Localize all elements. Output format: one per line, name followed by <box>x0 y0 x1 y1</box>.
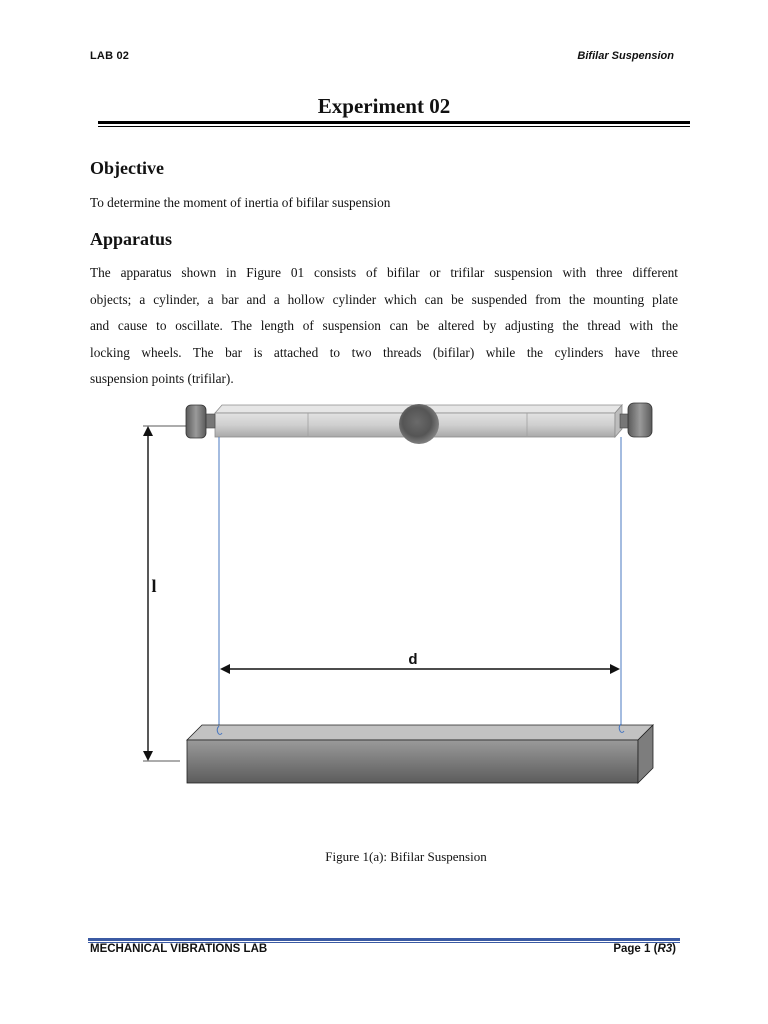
page-title: Experiment 02 <box>317 94 451 118</box>
paragraph-line: The apparatus shown in Figure 01 consists of bifilar or trifilar suspension with three different <box>90 265 678 280</box>
running-header-topic: Bifilar Suspension <box>577 50 674 62</box>
page-revision: R3 <box>657 943 673 955</box>
paragraph-line: objects; a cylinder, a bar and a hollow cylinder which can be suspended from the mounting plate <box>90 291 678 307</box>
length-dimension <box>143 426 186 761</box>
footer-lab-name: MECHANICAL VIBRATIONS LAB <box>90 943 268 955</box>
suspended-bar <box>187 725 653 783</box>
footer-page-number <box>613 943 676 955</box>
figure-caption: Figure 1(a): Bifilar Suspension <box>325 849 487 864</box>
paragraph-line: and cause to oscillate. The length of suspension can be altered by adjusting the thread with the <box>90 318 678 334</box>
objective-heading: Objective <box>90 158 164 178</box>
page-suffix: ) <box>672 943 676 955</box>
distance-dimension <box>220 664 620 674</box>
right-locking-wheel <box>620 403 652 437</box>
paragraph-line: locking wheels. The bar is attached to two threads (bifilar) while the cylinders have three <box>90 344 678 360</box>
center-mount-ball <box>399 404 439 444</box>
left-locking-wheel <box>186 405 215 438</box>
footer-rule <box>88 938 680 941</box>
objective-text: To determine the moment of inertia of bifilar suspension <box>90 195 391 210</box>
running-header-lab: LAB 02 <box>90 50 130 62</box>
distance-label: d <box>408 651 418 668</box>
paragraph-line: suspension points (trifilar). <box>90 371 234 387</box>
length-label: l <box>151 576 157 596</box>
page-prefix: Page 1 ( <box>613 943 658 955</box>
apparatus-heading: Apparatus <box>90 229 173 249</box>
